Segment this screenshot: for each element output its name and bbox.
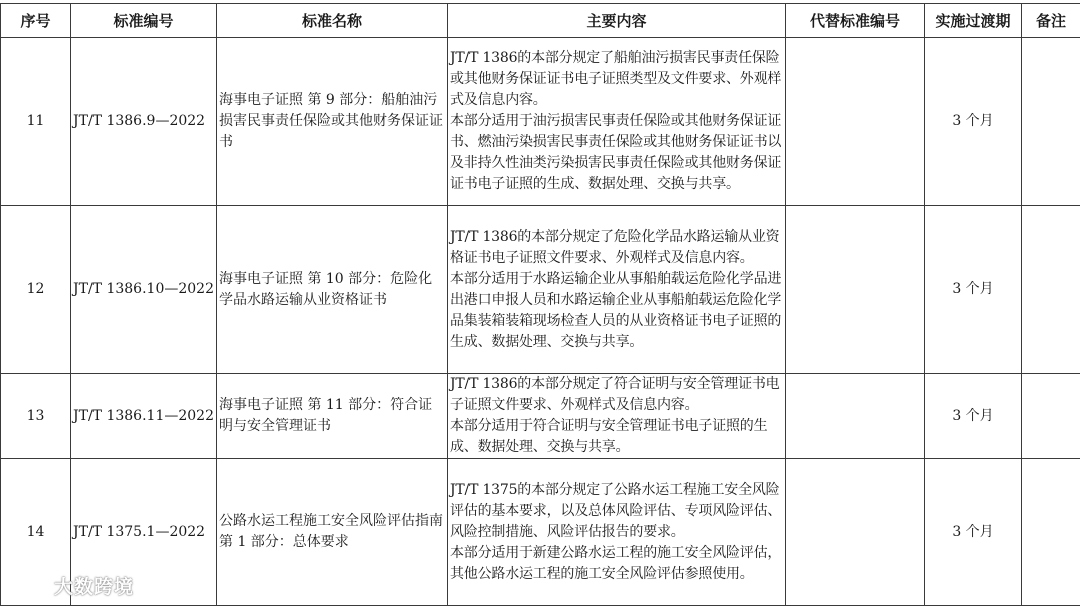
cell-content xyxy=(448,374,786,459)
content-scope: JT/T 1386的本部分规定了危险化学品水路运输从业资格证书电子证照文件要求、外观样式及信息内容。 xyxy=(450,228,780,266)
cell-std-no: JT/T 1375.1—2022 xyxy=(71,459,217,606)
cell-std-no: JT/T 1386.11—2022 xyxy=(71,374,217,459)
table-row xyxy=(1,206,1080,374)
cell-seq: 11 xyxy=(1,38,71,206)
cell-remark xyxy=(1022,206,1080,374)
header-transition: 实施过渡期 xyxy=(925,4,1022,38)
cloud-chat-logo-icon xyxy=(8,574,48,598)
cell-std-no: JT/T 1386.9—2022 xyxy=(71,38,217,206)
cell-replace xyxy=(786,206,925,374)
cell-replace xyxy=(786,38,925,206)
cell-content xyxy=(448,206,786,374)
table-row xyxy=(1,374,1080,459)
watermark-text: 大数跨境 xyxy=(54,576,135,598)
cell-replace xyxy=(786,374,925,459)
table-row xyxy=(1,38,1080,206)
cell-remark xyxy=(1022,374,1080,459)
header-remark: 备注 xyxy=(1022,4,1080,38)
content-applicability: 本部分适用于符合证明与安全管理证书电子证照的生成、数据处理、交换与共享。 xyxy=(450,418,768,455)
cell-transition: 3 个月 xyxy=(925,459,1022,606)
table-row xyxy=(1,459,1080,606)
cell-transition: 3 个月 xyxy=(925,38,1022,206)
header-replace: 代替标准编号 xyxy=(786,4,925,38)
cell-seq: 12 xyxy=(1,206,71,374)
header-content: 主要内容 xyxy=(448,4,786,38)
cell-remark xyxy=(1022,459,1080,606)
cell-transition: 3 个月 xyxy=(925,374,1022,459)
cell-remark xyxy=(1022,38,1080,206)
content-scope: JT/T 1386的本部分规定了船舶油污损害民事责任保险或其他财务保证证书电子证照类型及文件要求、外观样式及信息内容。 xyxy=(450,50,782,108)
standards-table xyxy=(0,3,1080,606)
header-std-no: 标准编号 xyxy=(71,4,217,38)
content-scope: JT/T 1375的本部分规定了公路水运工程施工安全风险评估的基本要求，以及总体风险评估、专项风险评估、风险控制措施、风险评估报告的要求。 xyxy=(450,481,782,540)
cell-replace xyxy=(786,459,925,606)
header-row xyxy=(1,4,1080,38)
cell-std-no: JT/T 1386.10—2022 xyxy=(71,206,217,374)
header-seq: 序号 xyxy=(1,4,71,38)
cell-transition: 3 个月 xyxy=(925,206,1022,374)
watermark xyxy=(8,572,134,599)
cell-content xyxy=(448,38,786,206)
content-scope: JT/T 1386的本部分规定了符合证明与安全管理证书电子证照文件要求、外观样式及信息内容。 xyxy=(450,376,780,413)
content-applicability: 本部分适用于油污损害民事责任保险或其他财务保证证书、燃油污染损害民事责任保险或其他财务保证证书以及非持久性油类污染损害民事责任保险或其他财务保证证书电子证照的生成、数据处理、交换与共享。 xyxy=(450,113,782,192)
header-std-name: 标准名称 xyxy=(217,4,448,38)
cell-std-name: 海事电子证照 第 11 部分：符合证明与安全管理证书 xyxy=(217,374,448,459)
cell-std-name: 海事电子证照 第 9 部分：船舶油污损害民事责任保险或其他财务保证证书 xyxy=(217,38,448,206)
cell-seq: 14 xyxy=(1,459,71,606)
cell-content xyxy=(448,459,786,606)
cell-std-name: 海事电子证照 第 10 部分：危险化学品水路运输从业资格证书 xyxy=(217,206,448,374)
content-applicability: 本部分适用于新建公路水运工程的施工安全风险评估，其他公路水运工程的施工安全风险评估参照使用。 xyxy=(450,544,782,582)
content-applicability: 本部分适用于水路运输企业从事船舶载运危险化学品进出港口申报人员和水路运输企业从事船舶载运危险化学品集装箱装箱现场检查人员的从业资格证书电子证照的生成、数据处理、交换与共享。 xyxy=(450,270,782,350)
cell-seq: 13 xyxy=(1,374,71,459)
cell-std-name: 公路水运工程施工安全风险评估指南 第 1 部分：总体要求 xyxy=(217,459,448,606)
